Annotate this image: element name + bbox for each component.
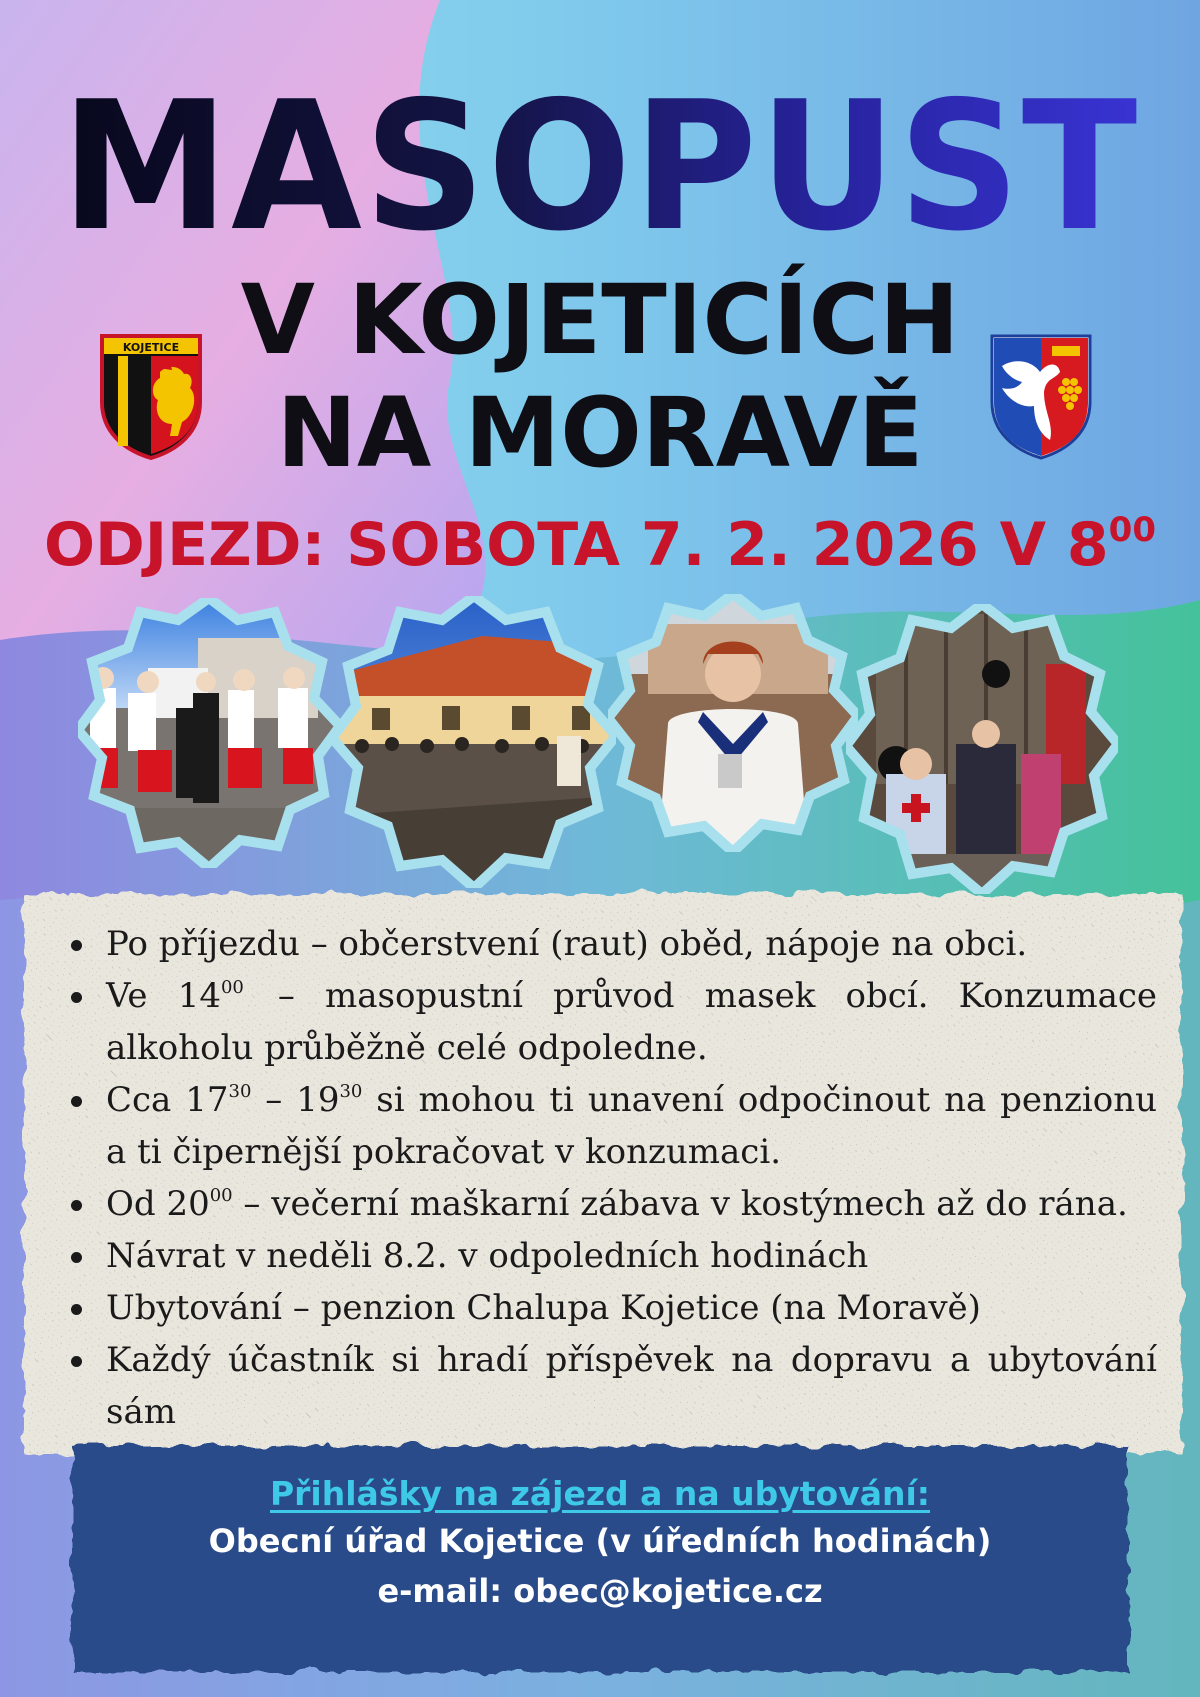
kojetice-rooster-crest: [98, 332, 204, 460]
program-item-procession: [62, 970, 1157, 1074]
crest-label: KOJETICE: [122, 341, 180, 354]
program-item-rest: [62, 1074, 1157, 1178]
photo-masked-dancers: [78, 598, 340, 868]
program-item-text: Návrat v neděli 8.2. v odpoledních hodinách: [106, 1236, 869, 1276]
kojetice-na-morave-crest: [988, 332, 1094, 460]
program-list: [62, 918, 1157, 1438]
photo-sailor-costume: [608, 594, 858, 852]
program-item-accommodation: [62, 1282, 1157, 1334]
program-item-text: Ve 14: [106, 976, 221, 1016]
program-item-arrival: [62, 918, 1157, 970]
departure-time-superscript: 00: [1108, 510, 1156, 550]
program-item-text: Po příjezdu – občerstvení (raut) oběd, nápoje na obci.: [106, 924, 1028, 964]
subtitle-line-1: V KOJETICÍCH: [240, 264, 960, 376]
program-item-return: [62, 1230, 1157, 1282]
photo-carnival-group: [846, 604, 1118, 894]
program-item-text: si mohou ti unavení odpočinout na penzionu a ti čipernější pokračovat v konzumaci.: [106, 1080, 1158, 1172]
subtitle-line-2: NA MORAVĚ: [276, 377, 924, 489]
page-title: MASOPUST: [30, 78, 1170, 256]
program-item-text: – večerní maškarní zábava v kostýmech až do rána.: [232, 1184, 1128, 1224]
program-item-text: Cca 17: [106, 1080, 229, 1120]
departure-date: [0, 510, 1200, 580]
program-item-text: Každý účastník si hradí příspěvek na dopravu a ubytování sám: [106, 1340, 1157, 1432]
registration-email[interactable]: e-mail: obec@kojetice.cz: [377, 1572, 823, 1610]
program-item-evening-party: [62, 1178, 1157, 1230]
time-superscript: 00: [220, 977, 244, 998]
registration-office: Obecní úřad Kojetice (v úředních hodinách): [208, 1522, 992, 1560]
program-item-text: – masopustní průvod masek obcí. Konzumace alkoholu průběžně celé odpoledne.: [106, 976, 1157, 1068]
program-item-text: Od 20: [106, 1184, 210, 1224]
photo-village-street: [332, 596, 616, 888]
registration-heading: Přihlášky na zájezd a na ubytování:: [269, 1474, 931, 1513]
departure-text: ODJEZD: SOBOTA 7. 2. 2026 V 8: [43, 510, 1109, 580]
time-superscript: 30: [228, 1081, 252, 1102]
program-item-payment: [62, 1334, 1157, 1438]
time-superscript: 30: [339, 1081, 363, 1102]
program-item-text: Ubytování – penzion Chalupa Kojetice (na Moravě): [106, 1288, 981, 1328]
program-item-text: – 19: [251, 1080, 340, 1120]
time-superscript: 00: [209, 1185, 233, 1206]
